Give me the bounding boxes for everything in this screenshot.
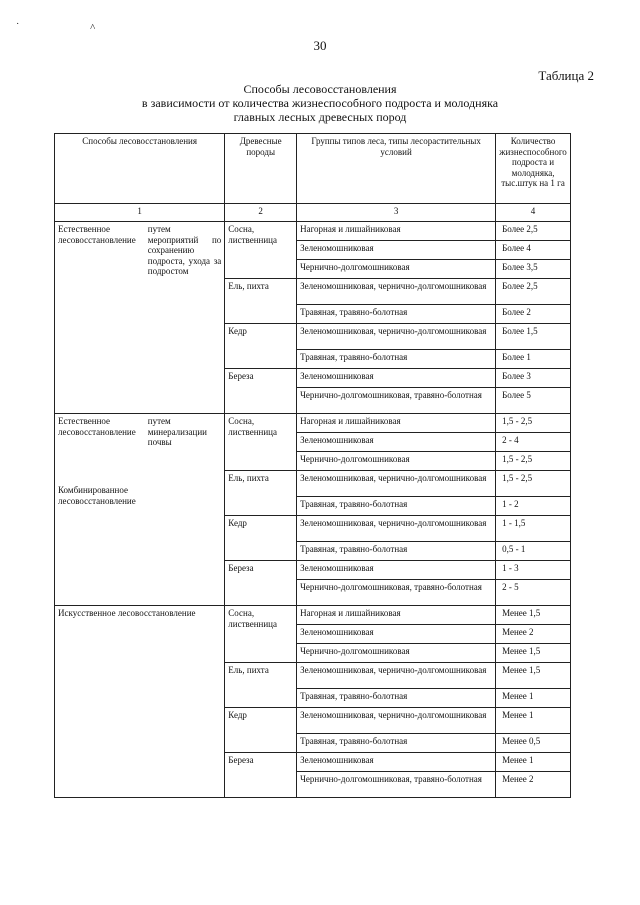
forest-group-cell: Зеленомошниковая	[297, 561, 496, 580]
quantity-cell: Более 1,5	[496, 324, 571, 350]
species-cell: Береза	[225, 561, 297, 606]
forest-group-cell: Чернично-долгомошниковая, травяно-болотная	[297, 580, 496, 606]
quantity-cell: Менее 2	[496, 625, 571, 644]
quantity-cell: Менее 0,5	[496, 734, 571, 753]
title-line: главных лесных древесных пород	[233, 110, 407, 124]
quantity-cell: 2 - 4	[496, 433, 571, 452]
quantity-cell: 1 - 1,5	[496, 516, 571, 542]
species-cell: Сосна, лиственница	[225, 414, 297, 471]
quantity-cell: Менее 2	[496, 772, 571, 798]
quantity-cell: Менее 1	[496, 689, 571, 708]
method-cell	[55, 414, 145, 606]
method-cell	[55, 222, 145, 414]
quantity-cell: 1 - 2	[496, 497, 571, 516]
quantity-cell: Менее 1,5	[496, 663, 571, 689]
method-label: Естественное лесовосстановление	[58, 416, 136, 437]
forest-group-cell: Зеленомошниковая	[297, 625, 496, 644]
forest-group-cell: Зеленомошниковая, чернично-долгомошниковая	[297, 471, 496, 497]
page-number: 30	[313, 38, 327, 53]
species-cell: Береза	[225, 369, 297, 414]
method-label: Искусственное лесовосстановление	[58, 608, 196, 618]
title-line: в зависимости от количества жизнеспособного подроста и молодняка	[141, 96, 499, 110]
species-cell: Кедр	[225, 516, 297, 561]
method-cell	[55, 606, 225, 798]
forest-group-cell: Травяная, травяно-болотная	[297, 305, 496, 324]
species-cell: Сосна, лиственница	[225, 222, 297, 279]
method-label: Естественное лесовосстановление	[58, 224, 136, 245]
forest-group-cell: Чернично-долгомошниковая	[297, 452, 496, 471]
species-cell: Ель, пихта	[225, 663, 297, 708]
reforestation-table	[54, 133, 571, 798]
forest-group-cell: Нагорная и лишайниковая	[297, 606, 496, 625]
species-cell: Ель, пихта	[225, 279, 297, 324]
col-number: 3	[297, 204, 496, 222]
scan-marks: ˙ ˄	[16, 22, 130, 33]
forest-group-cell: Зеленомошниковая	[297, 753, 496, 772]
table-row	[55, 606, 571, 625]
table-title	[60, 82, 580, 124]
forest-group-cell: Зеленомошниковая, чернично-долгомошниковая	[297, 708, 496, 734]
extra-method-label: Комбинированное лесовосстановление	[58, 485, 136, 506]
header-methods: Способы лесовосстановления	[55, 134, 225, 204]
quantity-cell: Более 3,5	[496, 260, 571, 279]
forest-group-cell: Зеленомошниковая, чернично-долгомошниковая	[297, 663, 496, 689]
quantity-cell: 1,5 - 2,5	[496, 414, 571, 433]
col-number: 2	[225, 204, 297, 222]
quantity-cell: Более 2	[496, 305, 571, 324]
header-groups: Группы типов леса, типы лесорастительных условий	[297, 134, 496, 204]
quantity-cell: Более 3	[496, 369, 571, 388]
species-cell: Ель, пихта	[225, 471, 297, 516]
forest-group-cell: Чернично-долгомошниковая, травяно-болотная	[297, 772, 496, 798]
quantity-cell: 1,5 - 2,5	[496, 471, 571, 497]
quantity-cell: Более 5	[496, 388, 571, 414]
forest-group-cell: Травяная, травяно-болотная	[297, 497, 496, 516]
quantity-cell: 2 - 5	[496, 580, 571, 606]
forest-group-cell: Зеленомошниковая, чернично-долгомошниковая	[297, 279, 496, 305]
forest-group-cell: Зеленомошниковая	[297, 241, 496, 260]
quantity-cell: Более 2,5	[496, 222, 571, 241]
forest-group-cell: Травяная, травяно-болотная	[297, 350, 496, 369]
forest-group-cell: Зеленомошниковая	[297, 433, 496, 452]
quantity-cell: Менее 1	[496, 708, 571, 734]
forest-group-cell: Чернично-долгомошниковая, травяно-болотная	[297, 388, 496, 414]
species-cell: Сосна, лиственница	[225, 606, 297, 663]
quantity-cell: Менее 1	[496, 753, 571, 772]
table-label: Таблица 2	[538, 68, 594, 83]
forest-group-cell: Нагорная и лишайниковая	[297, 222, 496, 241]
table-row	[55, 222, 571, 241]
quantity-cell: 0,5 - 1	[496, 542, 571, 561]
quantity-cell: Более 2,5	[496, 279, 571, 305]
quantity-cell: 1,5 - 2,5	[496, 452, 571, 471]
species-cell: Береза	[225, 753, 297, 798]
forest-group-cell: Чернично-долгомошниковая	[297, 644, 496, 663]
forest-group-cell: Чернично-долгомошниковая	[297, 260, 496, 279]
forest-group-cell: Зеленомошниковая, чернично-долгомошниковая	[297, 516, 496, 542]
header-species: Древесные породы	[225, 134, 297, 204]
submethod-label: путем мероприятий по сохранению подроста, ухода за подростом	[147, 224, 222, 276]
table-row	[55, 414, 571, 433]
quantity-cell: 1 - 3	[496, 561, 571, 580]
forest-group-cell: Зеленомошниковая, чернично-долгомошниковая	[297, 324, 496, 350]
submethod-label: путем минерализации почвы	[147, 416, 207, 447]
quantity-cell: Менее 1,5	[496, 606, 571, 625]
submethod-cell	[145, 414, 225, 606]
forest-group-cell: Травяная, травяно-болотная	[297, 689, 496, 708]
header-qty: Количество жизнеспособного подроста и молодняка, тыс.штук на 1 га	[496, 134, 571, 204]
title-line: Способы лесовосстановления	[243, 82, 397, 96]
forest-group-cell: Травяная, травяно-болотная	[297, 542, 496, 561]
submethod-cell	[145, 222, 225, 414]
species-cell: Кедр	[225, 324, 297, 369]
quantity-cell: Менее 1,5	[496, 644, 571, 663]
col-number: 1	[55, 204, 225, 222]
forest-group-cell: Зеленомошниковая	[297, 369, 496, 388]
forest-group-cell: Нагорная и лишайниковая	[297, 414, 496, 433]
quantity-cell: Более 1	[496, 350, 571, 369]
forest-group-cell: Травяная, травяно-болотная	[297, 734, 496, 753]
species-cell: Кедр	[225, 708, 297, 753]
col-number: 4	[496, 204, 571, 222]
quantity-cell: Более 4	[496, 241, 571, 260]
